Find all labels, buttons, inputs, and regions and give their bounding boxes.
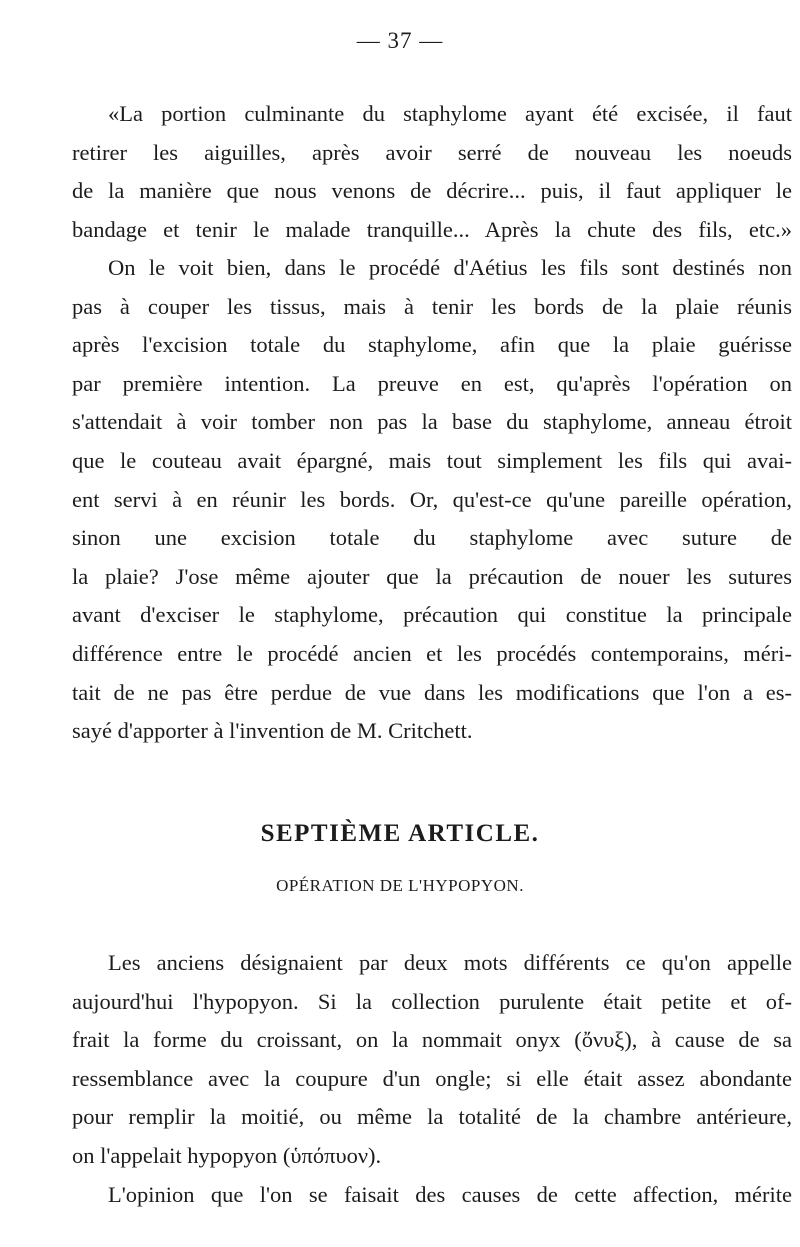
text-line: on l'appelait hypopyon (ὑπόπυον). (72, 1142, 382, 1168)
text-line: la plaie? J'ose même ajouter que la précaution de nouer les sutures (72, 563, 792, 589)
text-line: après l'excision totale du staphylome, afin que la plaie guérisse (72, 332, 792, 358)
section-subtitle: OPÉRATION DE L'HYPOPYON. (276, 876, 524, 895)
text-line: On le voit bien, dans le procédé d'Aétius les fils sont destinés non (108, 255, 792, 280)
text-line: différence entre le procédé ancien et les procédés contemporains, méri- (72, 640, 792, 666)
paragraph-hypopyon-names (72, 944, 792, 1176)
text-line: sayé d'apporter à l'invention de M. Critchett. (72, 718, 473, 744)
paragraph-quote-end (72, 95, 792, 249)
text-line: par première intention. La preuve en est, qu'après l'opération on (72, 370, 792, 396)
section-title: SEPTIÈME ARTICLE. (260, 820, 540, 847)
text-line: aujourd'hui l'hypopyon. Si la collection purulente était petite et of- (72, 988, 792, 1014)
text-line: bandage et tenir le malade tranquille... Après la chute des fils, etc.» (72, 216, 792, 242)
text-line: ressemblance avec la coupure d'un ongle; si elle était assez abondante (72, 1065, 792, 1091)
text-line: de la manière que nous venons de décrire... puis, il faut appliquer le (72, 178, 792, 204)
paragraph-aetius-procedure (72, 249, 792, 751)
text-line: ent servi à en réunir les bords. Or, qu'est-ce qu'une pareille opération, (72, 486, 792, 512)
text-line: avant d'exciser le staphylome, précaution qui constitue la principale (72, 602, 792, 628)
text-line: tait de ne pas être perdue de vue dans les modifications que l'on a es- (72, 679, 792, 705)
text-line: sinon une excision totale du staphylome avec suture de (72, 525, 792, 551)
text-line: que le couteau avait épargné, mais tout simplement les fils qui avai- (72, 447, 792, 473)
text-line: retirer les aiguilles, après avoir serré de nouveau les noeuds (72, 139, 792, 165)
text-line: «La portion culminante du staphylome ayant été excisée, il faut (108, 101, 792, 126)
text-line: pas à couper les tissus, mais à tenir les bords de la plaie réunis (72, 293, 792, 319)
text-line: s'attendait à voir tomber non pas la base du staphylome, anneau étroit (72, 409, 792, 435)
text-line: frait la forme du croissant, on la nommait onyx (ὄνυξ), à cause de sa (72, 1027, 792, 1053)
paragraph-causes-opinion (72, 1176, 792, 1215)
text-line: pour remplir la moitié, ou même la totalité de la chambre antérieure, (72, 1104, 792, 1130)
text-line: Les anciens désignaient par deux mots différents ce qu'on appelle (108, 950, 792, 975)
page-number: — 37 — (356, 28, 444, 53)
text-line: L'opinion que l'on se faisait des causes de cette affection, mérite (108, 1182, 792, 1207)
